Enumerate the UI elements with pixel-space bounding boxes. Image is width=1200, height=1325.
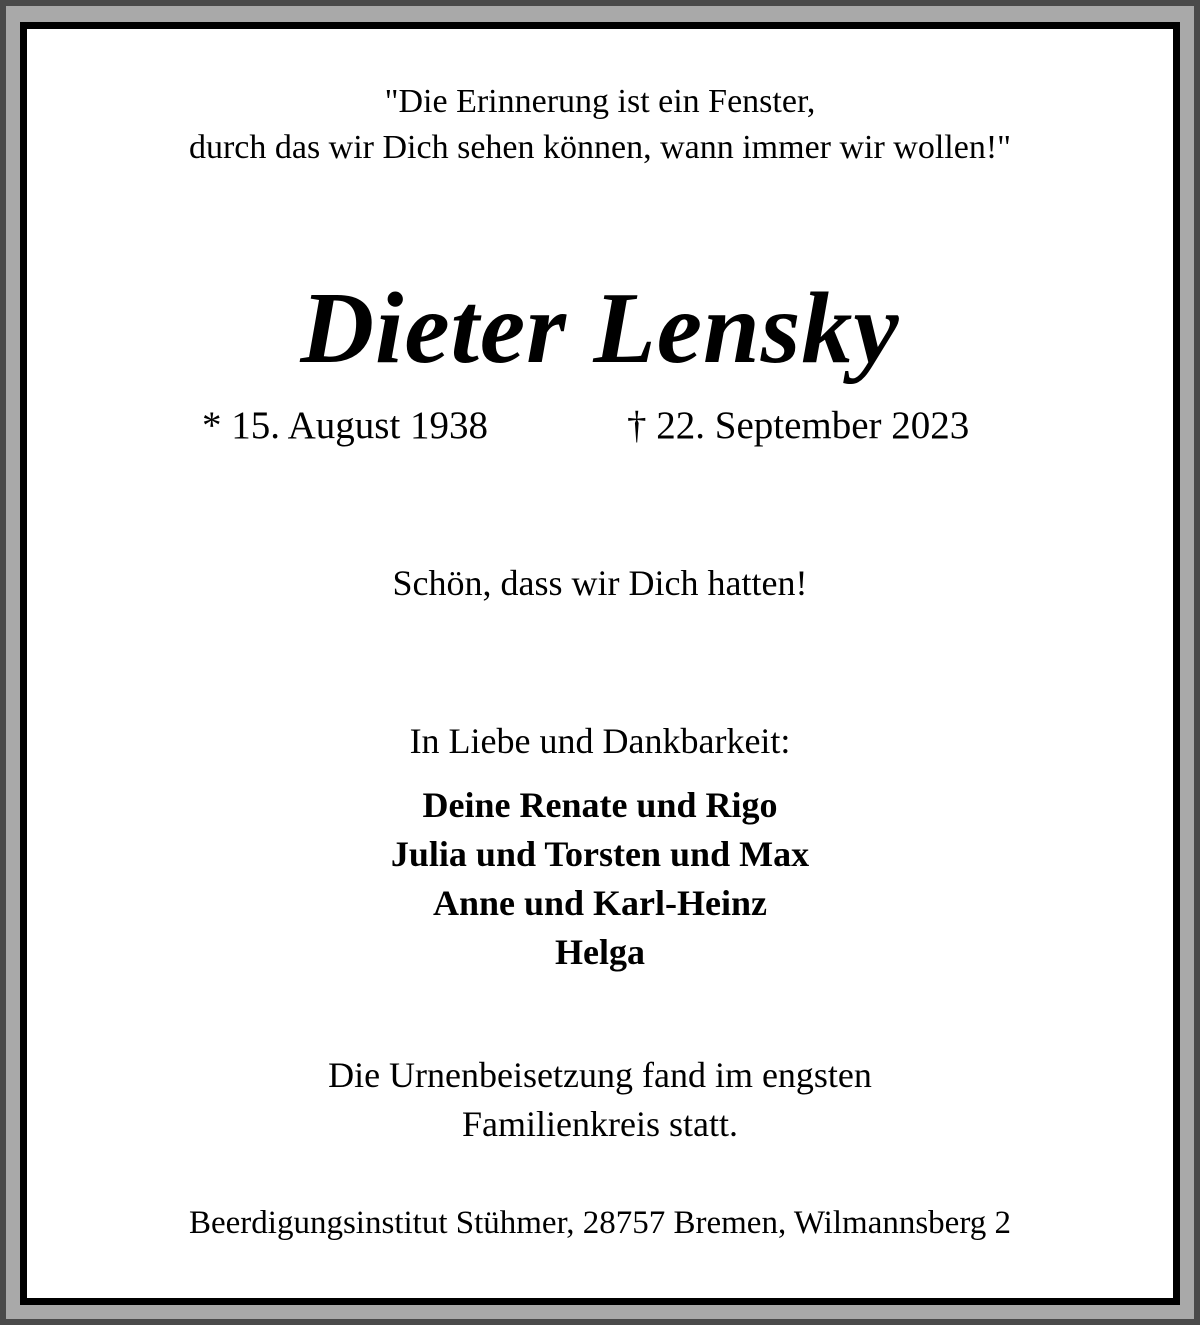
farewell-text: Schön, dass wir Dich hatten! bbox=[392, 563, 808, 603]
birth-date: * 15. August 1938 bbox=[202, 404, 489, 447]
memorial-quote bbox=[27, 79, 1173, 171]
quote-line-2: durch das wir Dich sehen können, wann immer wir wollen!" bbox=[188, 129, 1012, 166]
deceased-name: Dieter Lensky bbox=[300, 272, 900, 385]
burial-notice-line-2: Familienkreis statt. bbox=[462, 1104, 738, 1144]
obituary-card bbox=[27, 29, 1173, 1298]
mourners-intro: In Liebe und Dankbarkeit: bbox=[409, 721, 791, 761]
burial-notice bbox=[27, 1051, 1173, 1149]
mourner-line: Julia und Torsten und Max bbox=[390, 834, 810, 874]
mourner-line: Helga bbox=[555, 932, 645, 972]
undertaker-address: Beerdigungsinstitut Stühmer, 28757 Bremen, Wilmannsberg 2 bbox=[189, 1205, 1011, 1241]
death-date: † 22. September 2023 bbox=[627, 404, 970, 447]
quote-line-1: "Die Erinnerung ist ein Fenster, bbox=[384, 83, 816, 120]
mourner-line: Deine Renate und Rigo bbox=[422, 785, 778, 825]
burial-notice-line-1: Die Urnenbeisetzung fand im engsten bbox=[328, 1055, 872, 1095]
mourner-line: Anne und Karl-Heinz bbox=[432, 883, 768, 923]
mourners-list bbox=[27, 781, 1173, 977]
